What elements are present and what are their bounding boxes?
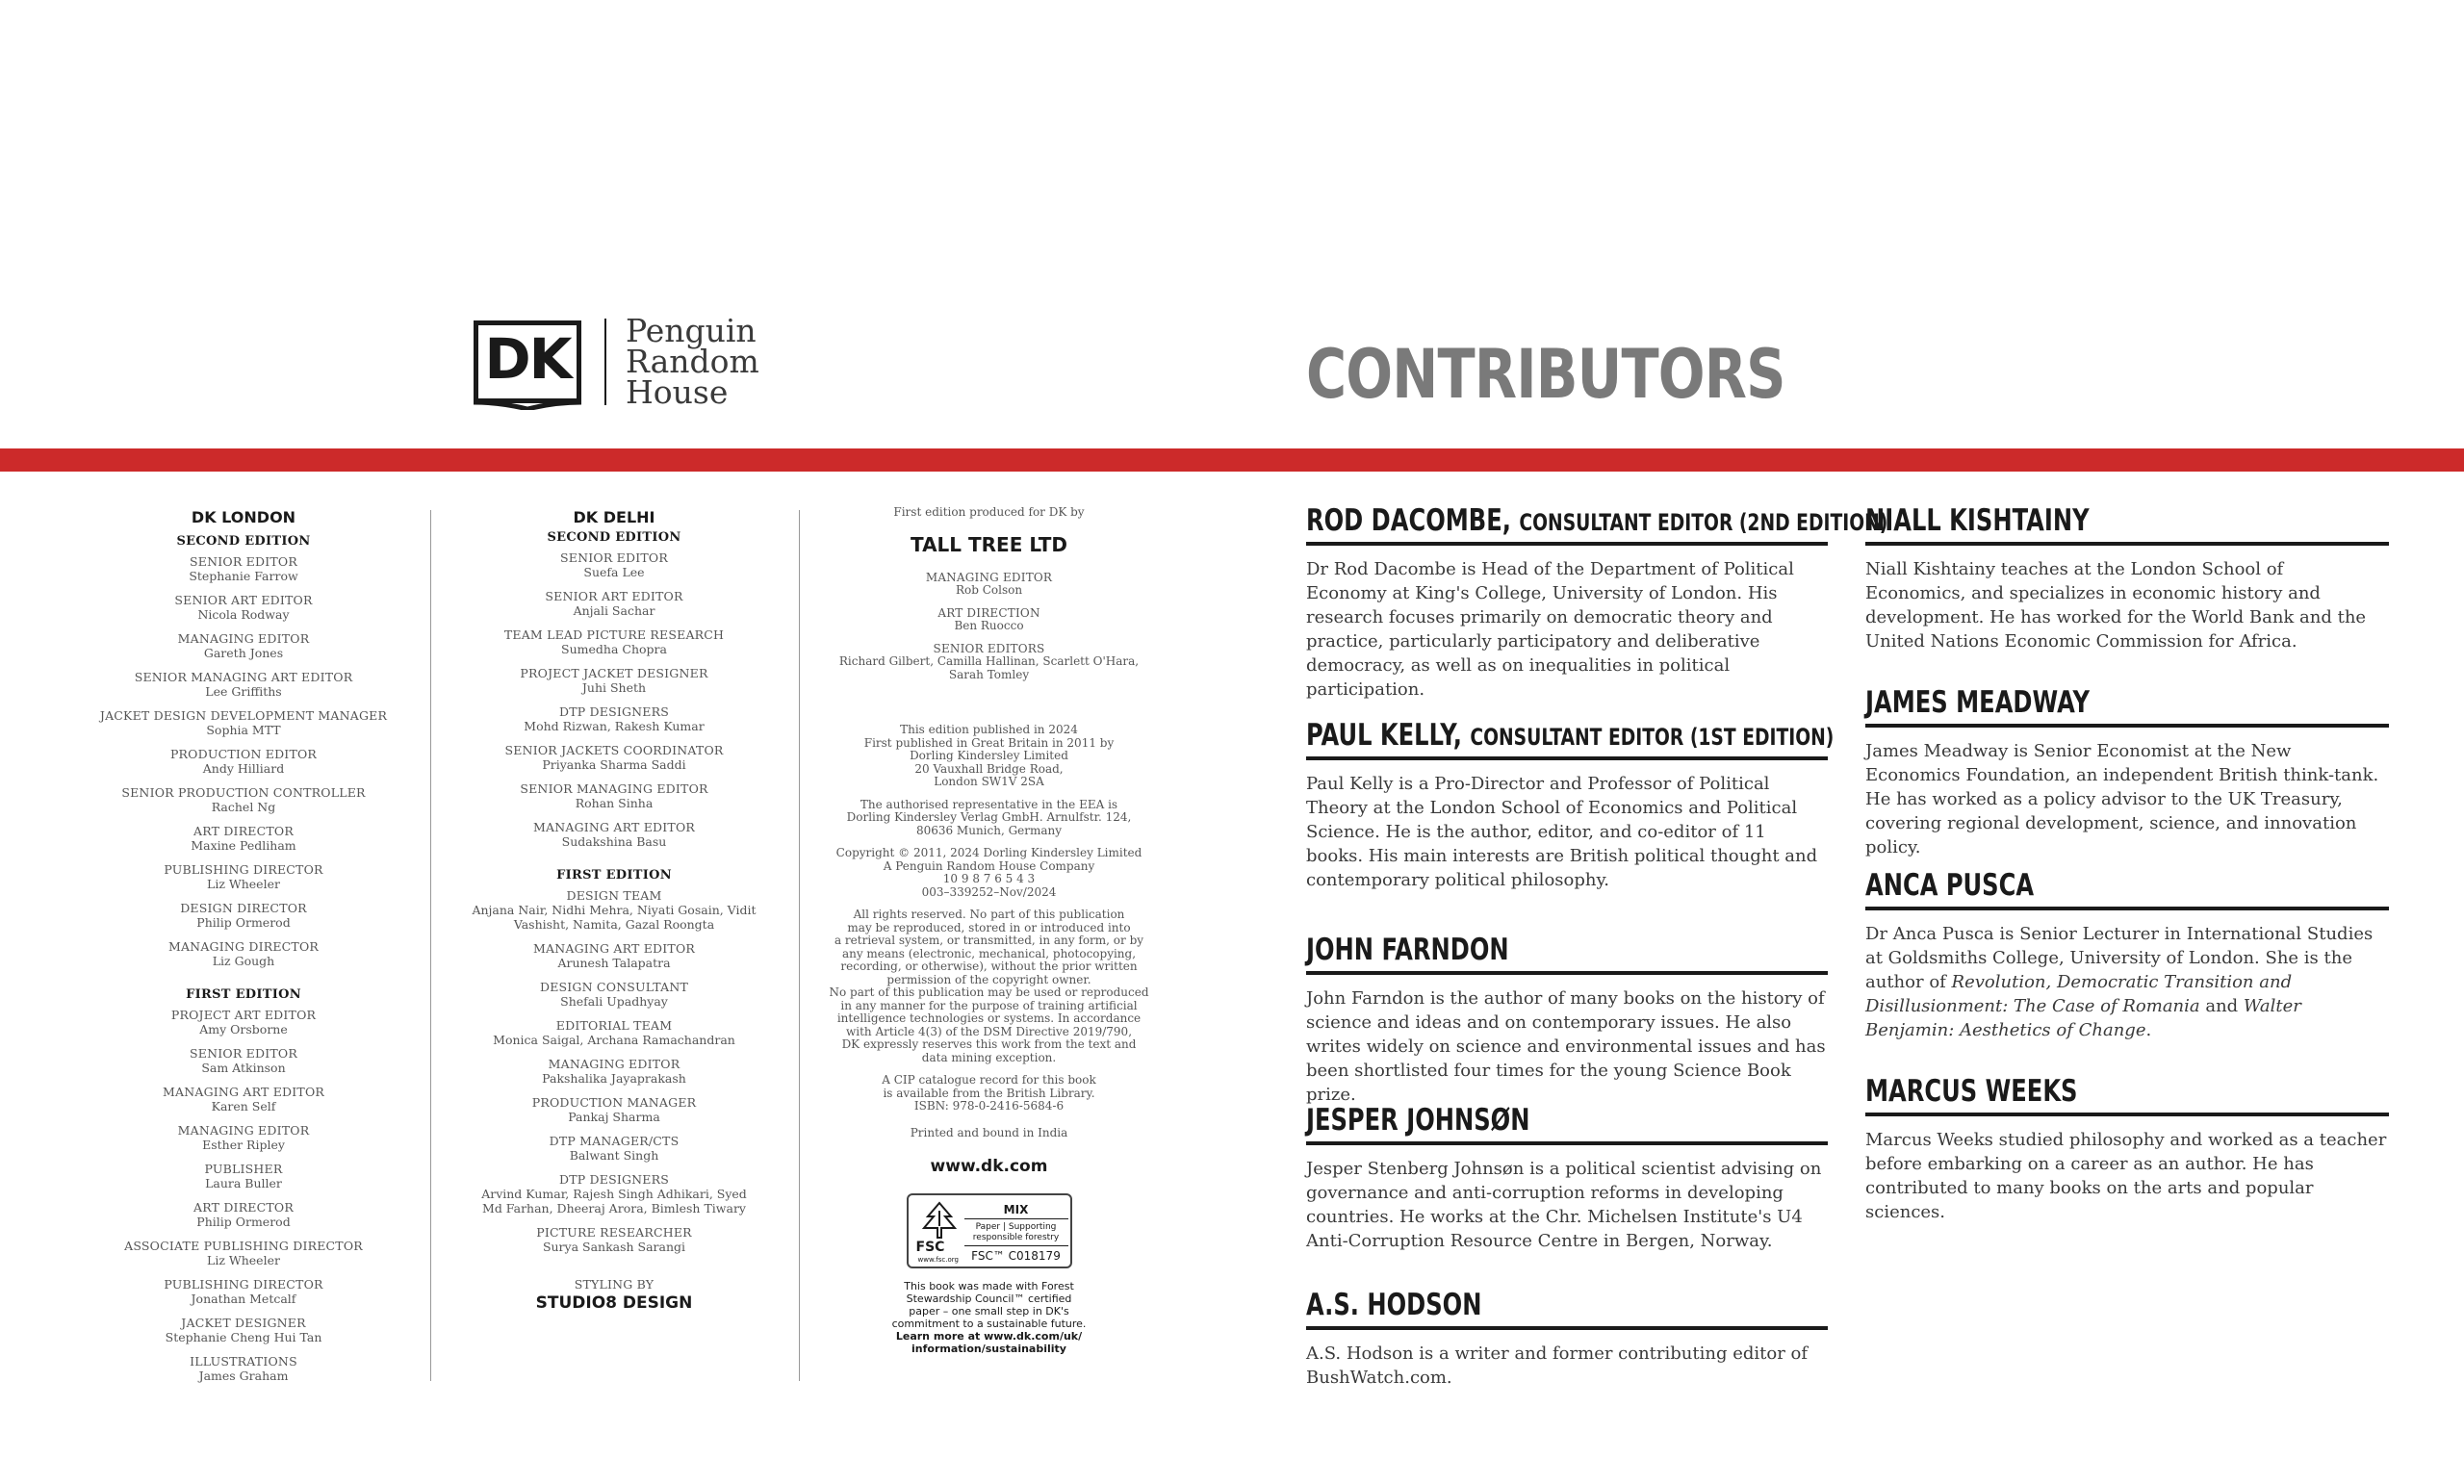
credit-name: Anjali Sachar xyxy=(573,603,655,618)
contributor-bio: Niall Kishtainy teaches at the London School of Economics, and specializes in economic history and development. He has worked for the World Bank and the United Nations Economic Commission for Africa. xyxy=(1865,559,2367,652)
credit-role: SENIOR MANAGING EDITOR xyxy=(520,781,708,796)
contributor-john-farndon xyxy=(1306,933,1828,1107)
edition-label: SECOND EDITION xyxy=(547,530,681,545)
imprint-line: Dorling Kindersley Limited xyxy=(910,749,1068,762)
credit-role: PUBLISHING DIRECTOR xyxy=(164,862,323,877)
credit-name: Shefali Upadhyay xyxy=(560,994,668,1009)
credit-name: Stephanie Cheng Hui Tan xyxy=(165,1330,322,1344)
contributor-bio: Dr Rod Dacombe is Head of the Department of Political Economy at King's College, University of London. His research focuses primarily on democratic theory and practice, particularly participatory and deliberative democracy, as well as on inequalities in political participation. xyxy=(1306,559,1794,700)
cip-notice xyxy=(823,1074,1155,1113)
tall-tree-name: TALL TREE LTD xyxy=(910,532,1068,556)
fsc-note-line: Learn more at www.dk.com/uk/ xyxy=(895,1330,1083,1343)
credit-name: Gareth Jones xyxy=(203,646,284,660)
credit-name: James Graham xyxy=(198,1369,289,1383)
fsc-tree-icon xyxy=(918,1201,961,1240)
contributor-heading xyxy=(1306,933,1828,975)
contributor-heading xyxy=(1306,503,1888,546)
credit-role: SENIOR EDITOR xyxy=(190,554,297,569)
credit-role: DTP DESIGNERS xyxy=(558,1172,669,1187)
credit-list xyxy=(823,572,1155,682)
credit-name: Priyanka Sharma Saddi xyxy=(542,757,686,772)
imprint-line: is available from the British Library. xyxy=(883,1086,1095,1100)
credit-name: Ben Ruocco xyxy=(954,619,1024,632)
publication-info xyxy=(823,724,1155,789)
fsc-line: Paper | Supporting xyxy=(975,1222,1057,1232)
book-title: Walter Benjamin: Aesthetics of Change xyxy=(1865,996,2301,1040)
imprint-line: in any manner for the purpose of training artificial xyxy=(840,998,1138,1012)
credit-list xyxy=(94,1008,393,1383)
logo-divider xyxy=(604,319,606,405)
credit-role: PRODUCTION EDITOR xyxy=(169,747,318,761)
contributor-heading xyxy=(1306,1288,1828,1330)
credit-role: MANAGING EDITOR xyxy=(548,1057,680,1071)
credit-role: PRODUCTION MANAGER xyxy=(531,1095,697,1110)
credit-role: ART DIRECTOR xyxy=(193,824,294,838)
imprint-line: 20 Vauxhall Bridge Road, xyxy=(914,761,1064,776)
contributor-heading xyxy=(1865,503,2389,546)
credit-name: Arvind Kumar, Rajesh Singh Adhikari, Syed Md Farhan, Dheeraj Arora, Bimlesh Tiwary xyxy=(481,1187,747,1215)
credit-role: MANAGING ART EDITOR xyxy=(532,941,696,956)
column-heading: DK LONDON xyxy=(191,508,296,526)
contributor-name: A.S. HODSON xyxy=(1306,1288,1482,1322)
credit-name: Laura Buller xyxy=(205,1176,282,1190)
credit-name: Arunesh Talapatra xyxy=(557,956,671,970)
credit-role: MANAGING EDITOR xyxy=(177,631,310,646)
fsc-brand: FSC xyxy=(915,1240,945,1255)
credit-name: Liz Wheeler xyxy=(207,877,280,891)
credit-name: Pankaj Sharma xyxy=(568,1110,660,1124)
credit-role: MANAGING ART EDITOR xyxy=(162,1085,325,1099)
imprint-line: This edition published in 2024 xyxy=(900,723,1078,736)
imprint-line: No part of this publication may be used or reproduced xyxy=(829,985,1149,999)
credit-name: Rohan Sinha xyxy=(575,796,654,810)
column-divider xyxy=(430,510,431,1381)
credit-name: Karen Self xyxy=(211,1099,276,1113)
credit-role: SENIOR EDITOR xyxy=(560,550,668,565)
imprint-line: 10 9 8 7 6 5 4 3 xyxy=(942,872,1036,885)
credit-role: SENIOR PRODUCTION CONTROLLER xyxy=(121,785,366,800)
column-divider xyxy=(799,510,800,1381)
imprint-line: London SW1V 2SA xyxy=(934,775,1044,788)
fsc-mix: MIX xyxy=(964,1203,1068,1219)
imprint-line: any means (electronic, mechanical, photocopying, xyxy=(841,946,1137,960)
credit-name: Anjana Nair, Nidhi Mehra, Niyati Gosain, Vidit Vashisht, Namita, Gazal Roongta xyxy=(472,903,757,932)
contributor-name: MARCUS WEEKS xyxy=(1865,1074,2078,1109)
contributor-name: ROD DACOMBE, xyxy=(1306,503,1511,538)
credit-role: MANAGING DIRECTOR xyxy=(167,939,320,954)
credit-role: SENIOR EDITOR xyxy=(190,1046,297,1061)
credit-name: Nicola Rodway xyxy=(197,607,290,622)
credit-name: Liz Wheeler xyxy=(207,1253,280,1267)
fsc-code: FSC™ C018179 xyxy=(971,1249,1061,1263)
credit-role: PUBLISHING DIRECTOR xyxy=(164,1277,323,1292)
fsc-note-line: Stewardship Council™ certified xyxy=(906,1292,1072,1305)
book-title: Revolution, Democratic Transition and Disillusionment: The Case of Romania xyxy=(1865,972,2293,1016)
credit-name: Esther Ripley xyxy=(202,1138,285,1152)
contributor-as-hodson xyxy=(1306,1288,1828,1390)
credit-role: PROJECT ART EDITOR xyxy=(170,1008,317,1022)
credit-name: Mohd Rizwan, Rakesh Kumar xyxy=(524,719,705,733)
credit-role: SENIOR ART EDITOR xyxy=(174,593,313,607)
fsc-note-line: information/sustainability xyxy=(911,1343,1066,1355)
credit-role: PICTURE RESEARCHER xyxy=(536,1225,692,1240)
contributor-heading xyxy=(1306,718,1835,760)
contributor-paul-kelly xyxy=(1306,718,1835,892)
contributor-heading xyxy=(1865,1074,2389,1116)
contributor-heading xyxy=(1865,685,2389,728)
dk-logo-mark xyxy=(474,320,581,403)
credit-role: PUBLISHER xyxy=(204,1162,283,1176)
credit-name: Sudakshina Basu xyxy=(561,834,667,849)
credit-name: Rachel Ng xyxy=(211,800,276,814)
contributor-role: CONSULTANT EDITOR (2ND EDITION) xyxy=(1519,509,1888,536)
credit-name: Pakshalika Jayaprakash xyxy=(542,1071,686,1086)
credit-role: EDITORIAL TEAM xyxy=(555,1018,673,1033)
credit-name: Monica Saigal, Archana Ramachandran xyxy=(493,1033,735,1047)
credit-role: DESIGN CONSULTANT xyxy=(539,980,689,994)
credit-role: MANAGING EDITOR xyxy=(177,1123,310,1138)
fsc-note-line: This book was made with Forest xyxy=(904,1280,1074,1292)
credit-role: SENIOR JACKETS COORDINATOR xyxy=(504,743,724,757)
credit-role: ASSOCIATE PUBLISHING DIRECTOR xyxy=(124,1239,363,1253)
fsc-site: www.fsc.org xyxy=(917,1256,959,1264)
credit-role: SENIOR MANAGING ART EDITOR xyxy=(134,670,353,684)
open-book-icon xyxy=(474,397,581,410)
imprint-line: a retrieval system, or transmitted, in any form, or by xyxy=(834,934,1144,947)
imprint-column xyxy=(823,506,1155,1355)
penguin-random-house-wordmark: Penguin Random House xyxy=(626,311,759,411)
red-divider-band xyxy=(0,448,2464,472)
imprint-line: Dorling Kindersley Verlag GmbH. Arnulfstr. 124, xyxy=(846,810,1132,824)
contributor-name: JOHN FARNDON xyxy=(1306,933,1509,967)
credit-name: Andy Hilliard xyxy=(202,761,285,776)
rights-notice xyxy=(823,908,1155,1064)
contributor-marcus-weeks xyxy=(1865,1074,2389,1224)
styling-label: STYLING BY xyxy=(574,1277,654,1292)
credit-role: JACKET DESIGNER xyxy=(181,1316,306,1330)
contributor-name: PAUL KELLY, xyxy=(1306,718,1462,753)
credit-name: Liz Gough xyxy=(212,954,275,968)
credit-list xyxy=(94,554,393,968)
credit-name: Balwant Singh xyxy=(569,1148,659,1163)
dk-website-link[interactable]: www.dk.com xyxy=(930,1157,1048,1176)
eea-representative xyxy=(823,799,1155,838)
imprint-line: A CIP catalogue record for this book xyxy=(882,1073,1096,1087)
credit-role: MANAGING ART EDITOR xyxy=(532,820,696,834)
imprint-line: intelligence technologies or systems. In accordance xyxy=(836,1011,1142,1025)
imprint-line: ISBN: 978-0-2416-5684-6 xyxy=(913,1099,1065,1113)
credit-role: SENIOR ART EDITOR xyxy=(545,589,683,603)
fsc-line: responsible forestry xyxy=(964,1233,1068,1246)
dk-london-credits xyxy=(94,508,393,1393)
credit-name: Juhi Sheth xyxy=(581,680,647,695)
imprint-line: The authorised representative in the EEA is xyxy=(860,797,1118,811)
edition-label: FIRST EDITION xyxy=(186,987,301,1002)
imprint-line: data mining exception. xyxy=(921,1050,1057,1064)
tall-tree-intro: First edition produced for DK by xyxy=(893,505,1085,519)
credit-name: Sam Atkinson xyxy=(201,1061,286,1075)
fsc-note-line: commitment to a sustainable future. xyxy=(891,1318,1087,1330)
credit-name: Philip Ormerod xyxy=(196,915,291,930)
credit-name: Amy Orsborne xyxy=(199,1022,288,1036)
contributor-name: JAMES MEADWAY xyxy=(1865,685,2090,720)
imprint-line: All rights reserved. No part of this publication xyxy=(853,908,1125,921)
imprint-line: Copyright © 2011, 2024 Dorling Kindersley Limited xyxy=(835,846,1142,859)
credit-name: Suefa Lee xyxy=(583,565,645,579)
publisher-logo xyxy=(474,311,772,411)
imprint-line: recording, or otherwise), without the prior written xyxy=(840,959,1138,973)
edition-label: FIRST EDITION xyxy=(556,868,672,883)
bio-text: Dr Anca Pusca is Senior Lecturer in International Studies at Goldsmiths College, University of London. She is the author of xyxy=(1865,924,2374,992)
contributor-heading xyxy=(1865,868,2389,910)
contributor-anca-pusca xyxy=(1865,868,2389,1042)
imprint-line: may be reproduced, stored in or introduced into xyxy=(847,920,1131,934)
imprint-line: with Article 4(3) of the DSM Directive 2019/790, xyxy=(845,1024,1133,1038)
fsc-note-line: paper – one small step in DK's xyxy=(909,1305,1069,1318)
contributor-bio: A.S. Hodson is a writer and former contributing editor of BushWatch.com. xyxy=(1306,1343,1809,1388)
edition-label: SECOND EDITION xyxy=(176,534,311,549)
credit-role: ART DIRECTION xyxy=(937,605,1040,620)
imprint-line: A Penguin Random House Company xyxy=(883,858,1095,873)
credit-name: Sumedha Chopra xyxy=(561,642,667,656)
credit-name: Richard Gilbert, Camilla Hallinan, Scarlett O'Hara, Sarah Tomley xyxy=(838,654,1140,681)
credit-name: Stephanie Farrow xyxy=(189,569,298,583)
credit-name: Philip Ormerod xyxy=(196,1215,291,1229)
credit-name: Sophia MTT xyxy=(206,723,281,737)
imprint-line: First published in Great Britain in 2011 by xyxy=(863,735,1115,750)
fsc-label xyxy=(907,1193,1072,1268)
copyright-notice xyxy=(823,847,1155,899)
dk-logo-text: DK xyxy=(484,325,571,392)
credit-role: TEAM LEAD PICTURE RESEARCH xyxy=(503,627,725,642)
imprint-line: DK expressly reserves this work from the text and xyxy=(841,1037,1137,1051)
credit-role: SENIOR EDITORS xyxy=(933,641,1045,655)
fsc-note xyxy=(823,1280,1155,1355)
contributor-role: CONSULTANT EDITOR (1ST EDITION) xyxy=(1470,724,1835,751)
credit-name: Maxine Pedliham xyxy=(191,838,296,853)
imprint-line: 80636 Munich, Germany xyxy=(915,823,1063,837)
credit-name: Lee Griffiths xyxy=(205,684,282,699)
contributor-name: JESPER JOHNSØN xyxy=(1306,1103,1530,1138)
contributor-jesper-johnson xyxy=(1306,1103,1828,1253)
credit-role: DTP DESIGNERS xyxy=(558,704,669,719)
credit-role: PROJECT JACKET DESIGNER xyxy=(520,666,708,680)
contributor-james-meadway xyxy=(1865,685,2389,859)
fsc-details xyxy=(964,1203,1068,1263)
styling-name: STUDIO8 DESIGN xyxy=(535,1293,693,1313)
contributor-niall-kishtainy xyxy=(1865,503,2389,653)
dk-delhi-credits xyxy=(470,508,758,1320)
imprint-line: permission of the copyright owner. xyxy=(886,972,1091,986)
credit-role: DESIGN DIRECTOR xyxy=(180,901,307,915)
credit-role: ILLUSTRATIONS xyxy=(190,1354,297,1369)
contributor-bio: John Farndon is the author of many books on the history of science and ideas and on contemporary issues. He also writes widely on science and environmental issues and has been shortlisted four times for the young Science Book prize. xyxy=(1306,988,1826,1105)
contributor-bio: Jesper Stenberg Johnsøn is a political scientist advising on governance and anti-corruption reforms in developing countries. He works at the Chr. Michelsen Institute's U4 Anti-Corruption Resource Centre in Bergen, Norway. xyxy=(1306,1159,1822,1251)
credit-name: Jonathan Metcalf xyxy=(191,1292,296,1306)
bio-text: and xyxy=(2199,996,2244,1016)
credit-list xyxy=(470,888,758,1254)
page-title: CONTRIBUTORS xyxy=(1306,335,1785,414)
credit-list xyxy=(470,550,758,849)
imprint-line: 003–339252–Nov/2024 xyxy=(921,884,1057,899)
contributor-name: ANCA PUSCA xyxy=(1865,868,2035,903)
contributor-bio: James Meadway is Senior Economist at the New Economics Foundation, an independent British think-tank. He has worked as a policy advisor to the UK Treasury, covering regional development, science, and innovation policy. xyxy=(1865,741,2379,857)
contributor-rod-dacombe xyxy=(1306,503,1888,702)
credit-role: MANAGING EDITOR xyxy=(925,570,1053,584)
printed-in: Printed and bound in India xyxy=(910,1125,1068,1139)
contributor-name: NIALL KISHTAINY xyxy=(1865,503,2090,538)
column-heading: DK DELHI xyxy=(573,508,655,526)
contributor-heading xyxy=(1306,1103,1828,1145)
contributor-bio: Paul Kelly is a Pro-Director and Professor of Political Theory at the London School of Economics and Political Science. He is the author, editor, and co-editor of 11 books. His main interests are British political thought and contemporary political philosophy. xyxy=(1306,774,1818,890)
contributor-bio xyxy=(1865,922,2389,1042)
credit-role: DESIGN TEAM xyxy=(566,888,662,903)
credit-name: Rob Colson xyxy=(955,583,1023,597)
credit-role: ART DIRECTOR xyxy=(193,1200,294,1215)
credit-role: JACKET DESIGN DEVELOPMENT MANAGER xyxy=(99,708,388,723)
credit-role: DTP MANAGER/CTS xyxy=(549,1134,680,1148)
contributor-bio: Marcus Weeks studied philosophy and worked as a teacher before embarking on a career as an author. He has contributed to many books on the arts and popular sciences. xyxy=(1865,1130,2387,1222)
bio-text: . xyxy=(2145,1020,2152,1040)
credit-name: Surya Sankash Sarangi xyxy=(542,1240,686,1254)
